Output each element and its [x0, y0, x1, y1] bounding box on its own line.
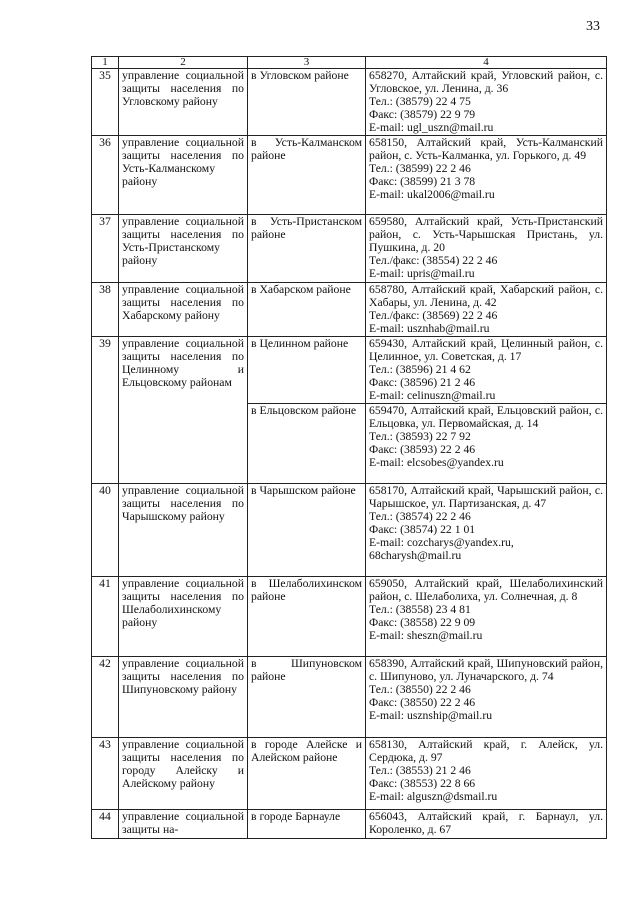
email: E-mail: elcsobes@yandex.ru	[369, 456, 504, 469]
organization-name: управление социальной защиты населения по Чарышскому району	[119, 484, 248, 577]
contact-details	[366, 738, 607, 810]
contact-details	[366, 136, 607, 215]
column-header: 4	[366, 57, 607, 69]
table-row	[92, 810, 607, 839]
service-area: в Усть-Пристанском районе	[248, 215, 366, 283]
service-area: в городе Алейске и Алейском районе	[248, 738, 366, 810]
row-number: 39	[92, 337, 119, 484]
contact-details	[366, 577, 607, 657]
table-row	[92, 337, 607, 404]
row-number: 41	[92, 577, 119, 657]
phone: Тел.: (38579) 22 4 75	[369, 95, 471, 108]
organization-name: управление социальной защиты на-	[119, 810, 248, 839]
table-row	[92, 69, 607, 136]
email: E-mail: ugl_uszn@mail.ru	[369, 121, 494, 134]
contact-details	[366, 404, 607, 484]
postal-address: 658130, Алтайский край, г. Алейск, ул. Сердюка, д. 97	[369, 738, 603, 764]
phone-fax: Тел./факс: (38569) 22 2 46	[369, 309, 498, 322]
email: E-mail: usznhab@mail.ru	[369, 322, 490, 335]
service-area: в Хабарском районе	[248, 283, 366, 337]
postal-address: 658170, Алтайский край, Чарышский район, с. Чарышское, ул. Партизанская, д. 47	[369, 484, 603, 510]
organization-name: управление социальной защиты населения по Шипуновскому району	[119, 657, 248, 738]
contact-details	[366, 484, 607, 577]
institutions-table	[91, 56, 607, 839]
table-header-row	[92, 57, 607, 69]
phone: Тел.: (38553) 21 2 46	[369, 764, 471, 777]
row-number: 36	[92, 136, 119, 215]
row-number: 35	[92, 69, 119, 136]
email: E-mail: usznship@mail.ru	[369, 709, 493, 722]
service-area: в Чарышском районе	[248, 484, 366, 577]
organization-name: управление социальной защиты населения по Хабарскому району	[119, 283, 248, 337]
contact-details	[366, 337, 607, 404]
fax: Факс: (38553) 22 8 66	[369, 777, 476, 790]
service-area: в Целинном районе	[248, 337, 366, 404]
email: E-mail: ukal2006@mail.ru	[369, 188, 495, 201]
service-area: в городе Барнауле	[248, 810, 366, 839]
service-area: в Шелаболихинском районе	[248, 577, 366, 657]
email-secondary: 68charysh@mail.ru	[369, 549, 462, 562]
contact-details	[366, 657, 607, 738]
fax: Факс: (38558) 22 9 09	[369, 616, 476, 629]
postal-address: 658390, Алтайский край, Шипуновский район, с. Шипуново, ул. Луначарского, д. 74	[369, 657, 603, 683]
organization-name: управление социальной защиты населения по Угловскому району	[119, 69, 248, 136]
row-number: 37	[92, 215, 119, 283]
table-row	[92, 136, 607, 215]
table-row	[92, 738, 607, 810]
page-number: 33	[586, 19, 600, 34]
table-row	[92, 484, 607, 577]
phone: Тел.: (38593) 22 7 92	[369, 430, 471, 443]
column-header: 2	[119, 57, 248, 69]
row-number: 42	[92, 657, 119, 738]
column-header: 1	[92, 57, 119, 69]
postal-address: 659470, Алтайский край, Ельцовский район, с. Ельцовка, ул. Первомайская, д. 14	[369, 404, 603, 430]
postal-address: 659050, Алтайский край, Шелаболихинский район, с. Шелаболиха, ул. Солнечная, д. 8	[369, 577, 603, 603]
column-header: 3	[248, 57, 366, 69]
email: E-mail: sheszn@mail.ru	[369, 629, 483, 642]
email: E-mail: celinuszn@mail.ru	[369, 389, 496, 402]
contact-details	[366, 69, 607, 136]
postal-address: 658780, Алтайский край, Хабарский район, с. Хабары, ул. Ленина, д. 42	[369, 283, 603, 309]
phone-fax: Тел./факс: (38554) 22 2 46	[369, 254, 498, 267]
fax: Факс: (38550) 22 2 46	[369, 696, 476, 709]
phone: Тел.: (38558) 23 4 81	[369, 603, 471, 616]
postal-address: 656043, Алтайский край, г. Барнаул, ул. Короленко, д. 67	[369, 810, 603, 836]
postal-address: 658150, Алтайский край, Усть-Калманский район, с. Усть-Калманка, ул. Горького, д. 49	[369, 136, 603, 162]
fax: Факс: (38574) 22 1 01	[369, 523, 476, 536]
fax: Факс: (38599) 21 3 78	[369, 175, 476, 188]
table-row	[92, 215, 607, 283]
service-area: в Усть-Калманском районе	[248, 136, 366, 215]
email: E-mail: alguszn@dsmail.ru	[369, 790, 498, 803]
contact-details	[366, 283, 607, 337]
row-number: 38	[92, 283, 119, 337]
table-row	[92, 283, 607, 337]
row-number: 44	[92, 810, 119, 839]
postal-address: 659430, Алтайский край, Целинный район, с. Целинное, ул. Советская, д. 17	[369, 337, 603, 363]
organization-name: управление социальной защиты населения по Целинному и Ельцовскому районам	[119, 337, 248, 484]
phone: Тел.: (38599) 22 2 46	[369, 162, 471, 175]
fax: Факс: (38579) 22 9 79	[369, 108, 476, 121]
organization-name: управление социальной защиты населения по Шелаболихинскому району	[119, 577, 248, 657]
fax: Факс: (38593) 22 2 46	[369, 443, 476, 456]
organization-name: управление социальной защиты населения по городу Алейску и Алейскому району	[119, 738, 248, 810]
phone: Тел.: (38574) 22 2 46	[369, 510, 471, 523]
table-row	[92, 577, 607, 657]
fax: Факс: (38596) 21 2 46	[369, 376, 476, 389]
service-area: в Угловском районе	[248, 69, 366, 136]
service-area: в Шипуновском районе	[248, 657, 366, 738]
phone: Тел.: (38596) 21 4 62	[369, 363, 471, 376]
email: E-mail: upris@mail.ru	[369, 267, 475, 280]
contact-details	[366, 215, 607, 283]
postal-address: 659580, Алтайский край, Усть-Пристанский район, с. Усть-Чарышская Пристань, ул. Пушкина, д. 20	[369, 215, 603, 254]
row-number: 40	[92, 484, 119, 577]
row-number: 43	[92, 738, 119, 810]
contact-details	[366, 810, 607, 839]
service-area: в Ельцовском районе	[248, 404, 366, 484]
postal-address: 658270, Алтайский край, Угловский район, с. Угловское, ул. Ленина, д. 36	[369, 69, 603, 95]
organization-name: управление социальной защиты населения по Усть-Калманскому району	[119, 136, 248, 215]
email: E-mail: cozcharys@yandex.ru,	[369, 536, 514, 549]
phone: Тел.: (38550) 22 2 46	[369, 683, 471, 696]
table-row	[92, 657, 607, 738]
organization-name: управление социальной защиты населения по Усть-Пристанскому району	[119, 215, 248, 283]
